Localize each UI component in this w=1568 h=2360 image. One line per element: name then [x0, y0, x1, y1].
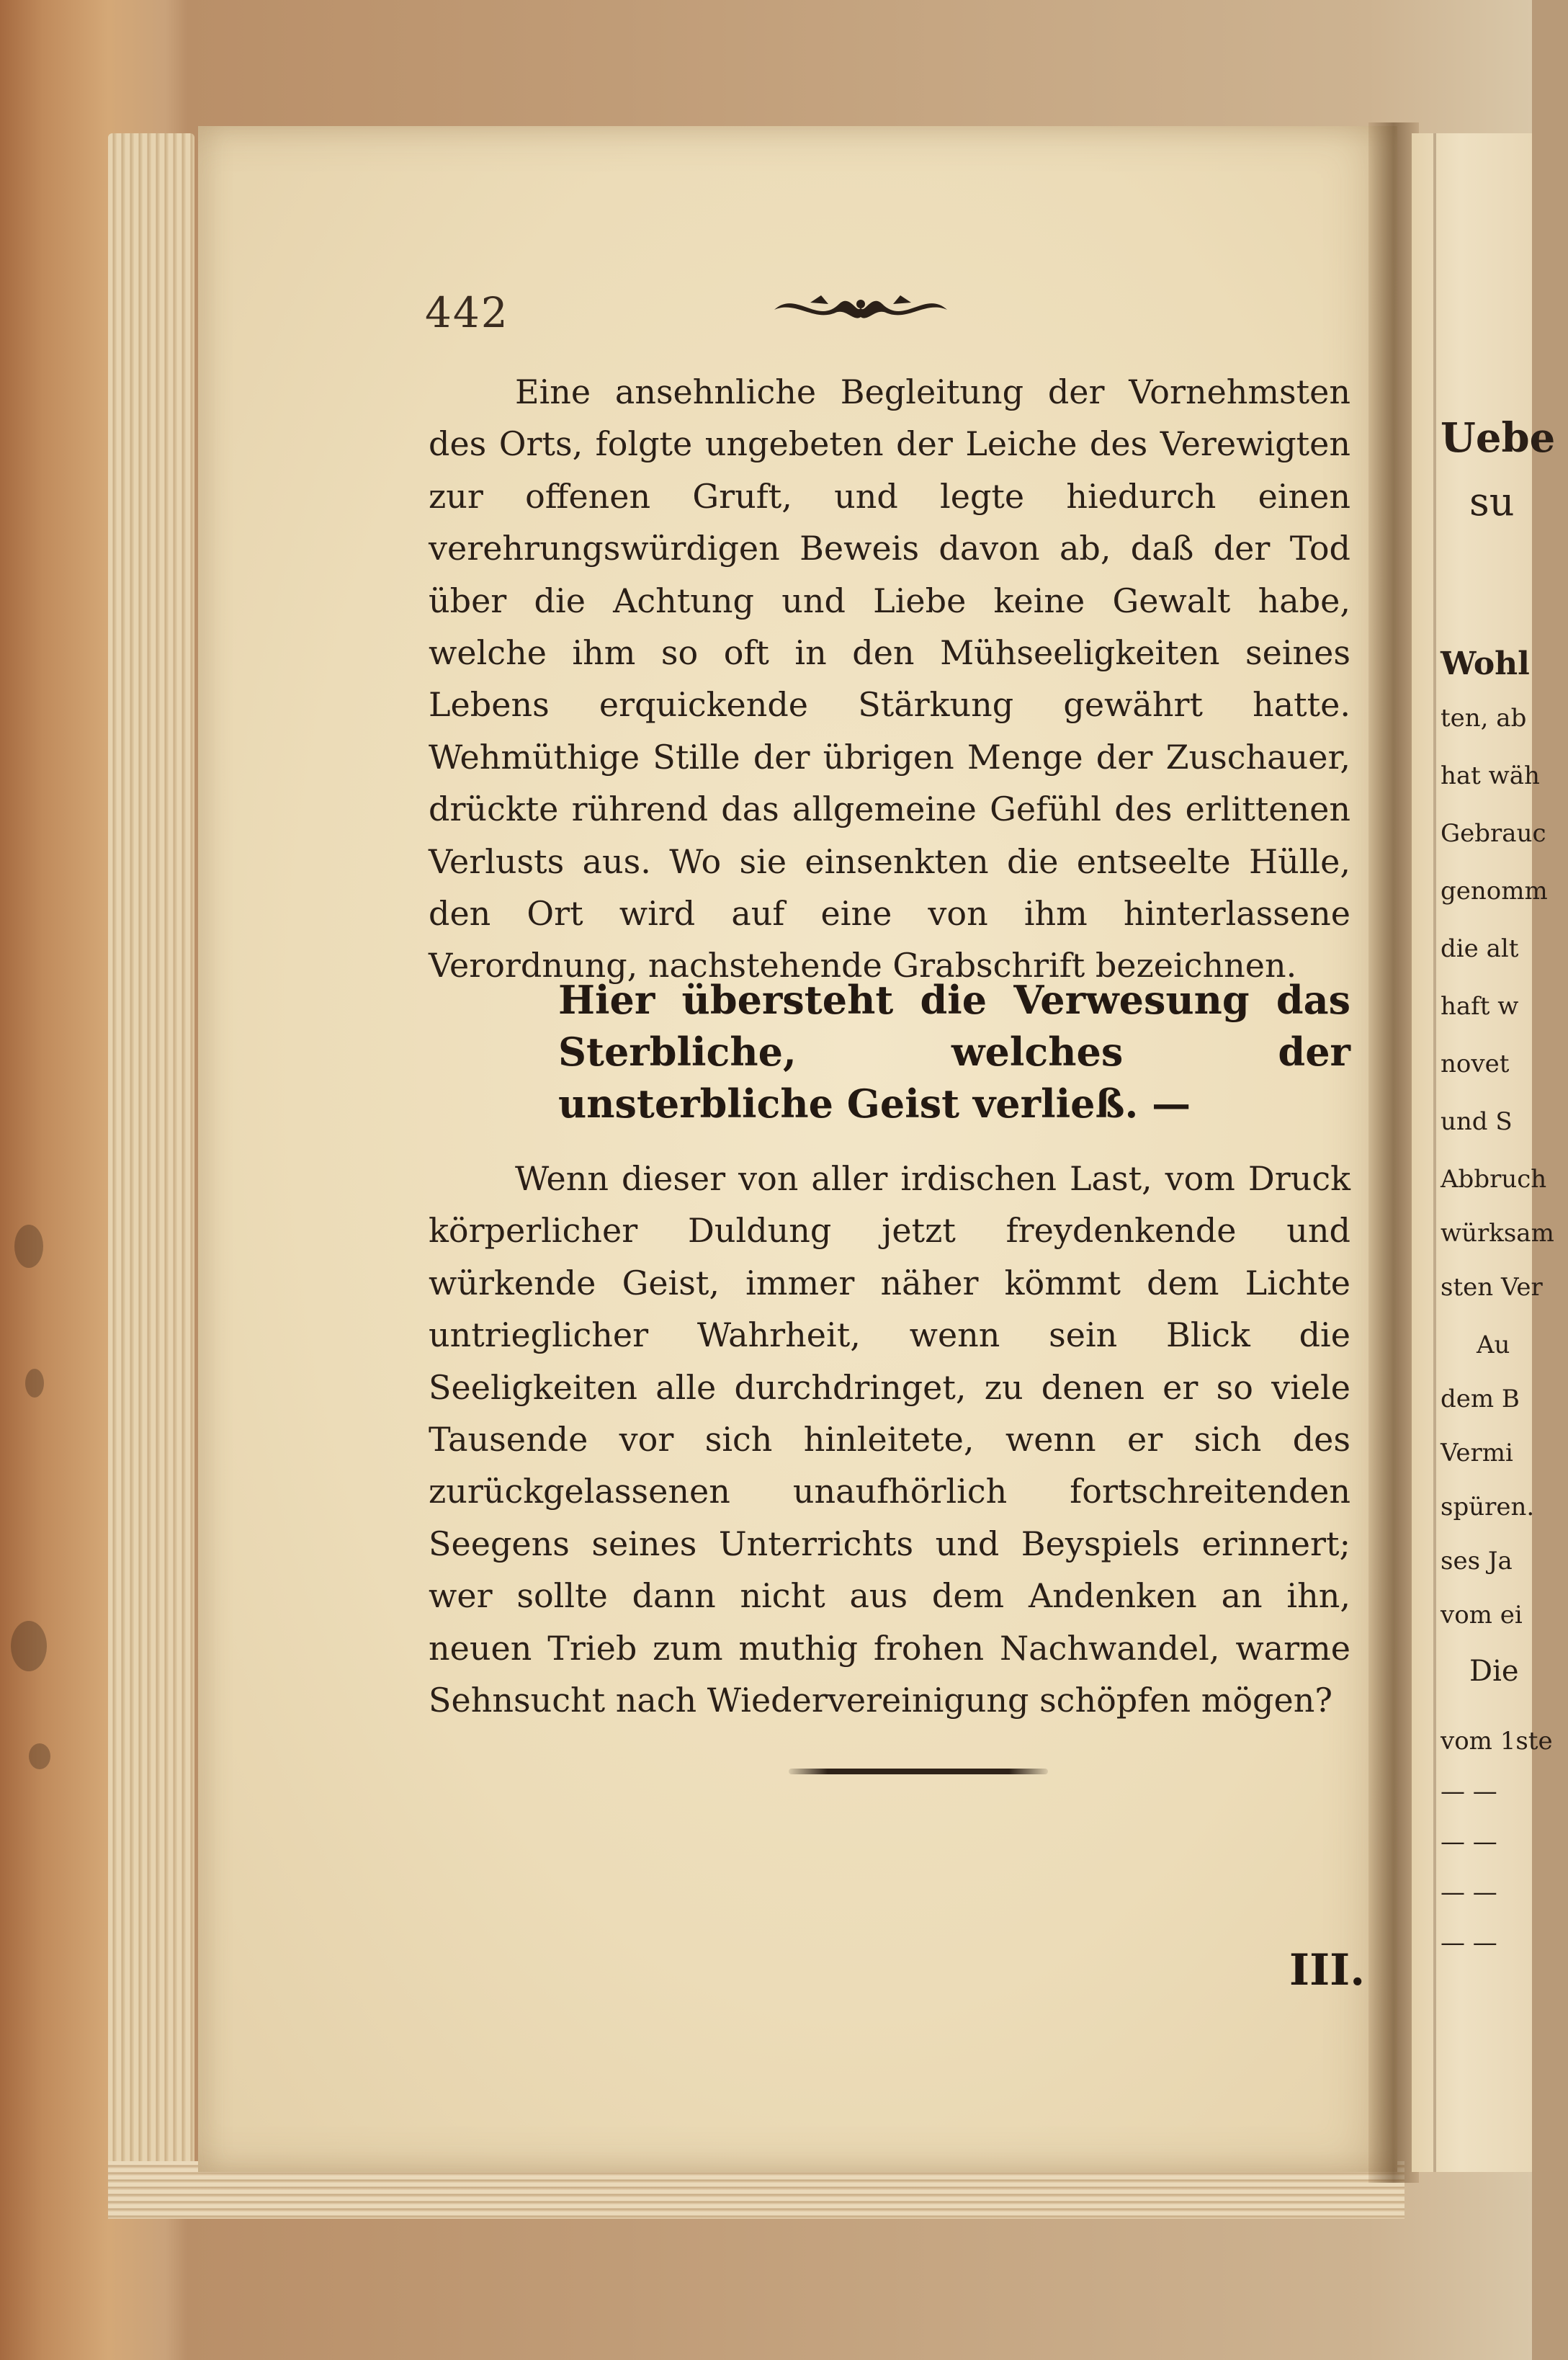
right-page-edge [1433, 133, 1436, 2172]
right-fragment: hat wäh [1441, 761, 1540, 790]
right-fragment: Au [1477, 1331, 1510, 1359]
stain-mark [25, 1369, 44, 1398]
right-fragment: su [1469, 479, 1515, 524]
right-fragment: Uebe [1441, 414, 1556, 462]
right-fragment: — — [1441, 1828, 1497, 1856]
closing-rule [789, 1769, 1048, 1774]
right-fragment: novet [1441, 1050, 1510, 1078]
right-fragment: ten, ab [1441, 704, 1527, 733]
right-fragment: Gebrauc [1441, 819, 1546, 848]
right-fragment: würksam [1441, 1219, 1554, 1248]
right-fragment: sten Ver [1441, 1273, 1543, 1302]
paragraph-1: Eine ansehnliche Begleitung der Vornehmsten des Orts, folgte ungebeten der Leiche des Verewigten zur offenen Gruft, und legte hiedurch einen verehrungswürdigen Beweis davon ab, daß der Tod über die Achtung und Liebe keine Gewalt habe, welche ihm so oft in den Mühseeligkeiten seines Lebens erquickende Stärkung gewährt hatte. Wehmüthige Stille der übrigen Menge der Zuschauer, drückte rührend das allgemeine Gefühl des erlittenen Verlusts aus. Wo sie einsenkten die entseelte Hülle, den Ort wird auf eine von ihm hinterlassene Verordnung, nachstehende Grabschrift bezeichnen. [429, 372, 1350, 985]
stain-mark [29, 1743, 50, 1769]
right-fragment: — — [1441, 1878, 1497, 1907]
right-fragment: Wohl [1441, 645, 1530, 682]
right-fragment: Vermi [1441, 1439, 1513, 1467]
right-fragment: ses Ja [1441, 1547, 1513, 1575]
right-fragment: — — [1441, 1777, 1497, 1806]
right-fragment: und S [1441, 1107, 1513, 1136]
right-fragment: vom ei [1441, 1601, 1523, 1630]
stain-mark [11, 1621, 47, 1671]
ornament-icon [767, 282, 954, 333]
paragraph-3: Wenn dieser von aller irdischen Last, vom Druck körperlicher Duldung jetzt freydenkende und würkende Geist, immer näher kömmt dem Lichte untrieglicher Wahrheit, wenn sein Blick die Seeligkeiten alle durchdringet, zu denen er so viele Tausende vor sich hinleitete, wenn er sich des zurückgelassenen unaufhörlich fortschreitenden Seegens seines Unterrichts und Beyspiels erinnert; wer sollte dann nicht aus dem Andenken an ihn, neuen Trieb zum muthig frohen Nachwandel, warme Sehnsucht nach Wiedervereinigung schöpfen mögen? [429, 1159, 1350, 1720]
signature-mark: III. [1289, 1945, 1366, 1995]
right-fragment: haft w [1441, 992, 1519, 1021]
right-fragment: die alt [1441, 934, 1519, 963]
epitaph: Hier übersteht die Verwesung das Sterbliche, welches der unsterbliche Geist verließ. — [558, 977, 1350, 1127]
right-fragment: — — [1441, 1928, 1497, 1957]
right-fragment: vom 1ste [1441, 1727, 1553, 1756]
page-stack-edge [108, 133, 194, 2201]
right-fragment: genomm [1441, 877, 1548, 906]
right-fragment: Die [1469, 1655, 1519, 1688]
stain-mark [14, 1225, 43, 1268]
right-fragment: dem B [1441, 1385, 1520, 1413]
right-fragment: spüren. [1441, 1493, 1535, 1521]
page-number: 442 [425, 288, 509, 337]
right-fragment: Abbruch [1441, 1165, 1547, 1194]
